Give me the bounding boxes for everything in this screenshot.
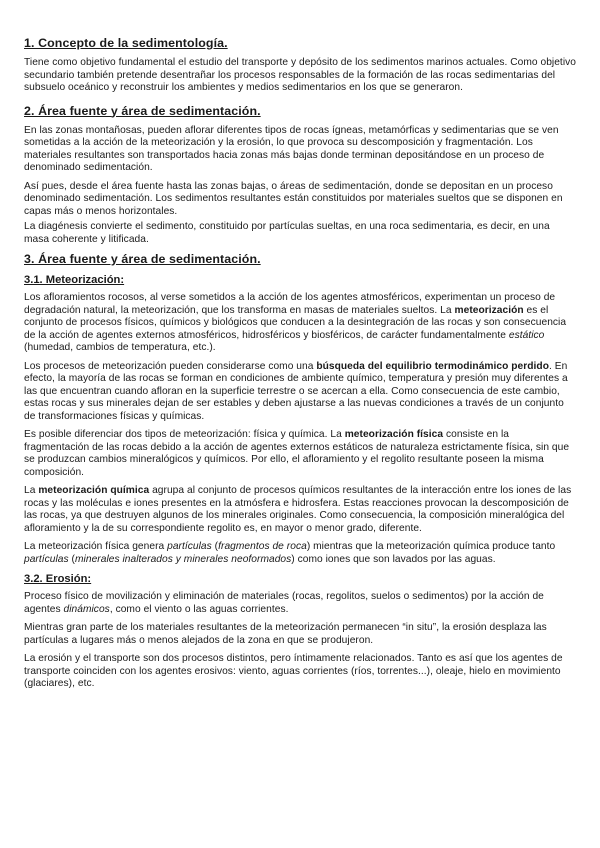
meteorizacion-paragraph-3: Es posible diferenciar dos tipos de meteorización: física y química. La meteorización física consiste en la fragmentación de las rocas debido a la acción de agentes externos estáticos de naturaleza estrictamente física, sin que se produzcan cambios mineralógicos y químicos. Por ello, el afloramiento y el regolito resultante poseen la misma composición. xyxy=(24,429,570,478)
section-1-heading: 1. Concepto de la sedimentología. xyxy=(24,36,228,50)
erosion-paragraph-3: La erosión y el transporte son dos procesos distintos, pero íntimamente relacionados. Tanto es así que los agentes de transporte coinciden con los agentes erosivos: viento, aguas corrientes (ríos, torrentes...), oleaje, hielo en movimiento (glaciares), etc. xyxy=(24,653,563,689)
meteorizacion-paragraph-2: Los procesos de meteorización pueden considerarse como una búsqueda del equilibrio termodinámico perdido. En efecto, la mayoría de las rocas se forman en condiciones de ambiente químico, temperatura y presión muy diferentes a las que encuentran cuando afloran en la superficie terrestre o se acercan a ella. Como consecuencia de este cambio, estas rocas y sus minerales dejan de ser estables y deben ajustarse a las nuevas condiciones a través de un conjunto de transformaciones físicas y químicas. xyxy=(24,360,568,422)
erosion-paragraph-2: Mientras gran parte de los materiales resultantes de la meteorización permanecen “in situ”, la erosión desplaza las partículas a lugares más o menos alejados de la zona en que se produjeron. xyxy=(24,622,547,646)
section-3-heading: 3. Área fuente y área de sedimentación. xyxy=(24,252,261,266)
meteorizacion-paragraph-5: La meteorización física genera partículas (fragmentos de roca) mientras que la meteorización química produce tanto partículas (minerales inalterados y minerales neoformados) como iones que son lavados por las aguas. xyxy=(24,541,556,565)
subsection-3-2-heading: 3.2. Erosión: xyxy=(24,573,92,585)
section-2-paragraph-2: Así pues, desde el área fuente hasta las zonas bajas, o áreas de sedimentación, donde se depositan en un proceso denominado sedimentación. Los sedimentos resultantes están constituidos por materiales sueltos que se disponen en capas más o menos horizontales. xyxy=(24,180,563,217)
section-2-paragraph-3: La diagénesis convierte el sedimento, constituido por partículas sueltas, en una roca sedimentaria, es decir, en una masa coherente y litificada. xyxy=(24,221,550,245)
subsection-3-1-heading: 3.1. Meteorización: xyxy=(24,274,125,286)
erosion-paragraph-1: Proceso físico de movilización y eliminación de materiales (rocas, regolitos, suelos o sedimentos) por la acción de agentes dinámicos, como el viento o las aguas corrientes. xyxy=(24,591,544,615)
section-2-heading: 2. Área fuente y área de sedimentación. xyxy=(24,103,261,118)
section-2-paragraph-1: En las zonas montañosas, pueden aflorar diferentes tipos de rocas ígneas, metamórficas y sedimentarias que se ven sometidas a la acción de la meteorización y la erosión, lo que provoca su descomposición y fragmentación. Los materiales resultantes son transportados hacia zonas más bajas donde terminan depositándose en un proceso de denominado sedimentación. xyxy=(24,124,559,173)
section-1-paragraph: Tiene como objetivo fundamental el estudio del transporte y depósito de los sedimentos marinos actuales. Como objetivo secundario también pretende desentrañar los procesos responsables de la formación de las rocas sedimentarias del subsuelo oceánico y reconstruir los ambientes y medios sedimentarios en los que se generaron. xyxy=(24,57,576,93)
meteorizacion-paragraph-4: La meteorización química agrupa al conjunto de procesos químicos resultantes de la interacción entre los iones de las rocas y las moléculas e iones presentes en la atmósfera e hidrosfera. Estas reacciones provocan la descomposición de las rocas, ya que destruyen algunos de los minerales originales. Como consecuencia, la composición mineralógica del afloramiento y la de su correspondiente regolito es, en mayor o menor grado, diferente. xyxy=(24,485,572,534)
meteorizacion-paragraph-1: Los afloramientos rocosos, al verse sometidos a la acción de los agentes atmosféricos, experimentan un proceso de degradación natural, la meteorización, que los transforma en masas de materiales sueltos. La meteorización es el conjunto de procesos físicos, químicos y biológicos que conducen a la desintegración de las rocas y son consecuencia de la acción de agentes externos atmosféricos, hidrosféricos y biosféricos, de carácter fundamentalmente estático (humedad, cambios de temperatura, etc.). xyxy=(24,292,567,353)
